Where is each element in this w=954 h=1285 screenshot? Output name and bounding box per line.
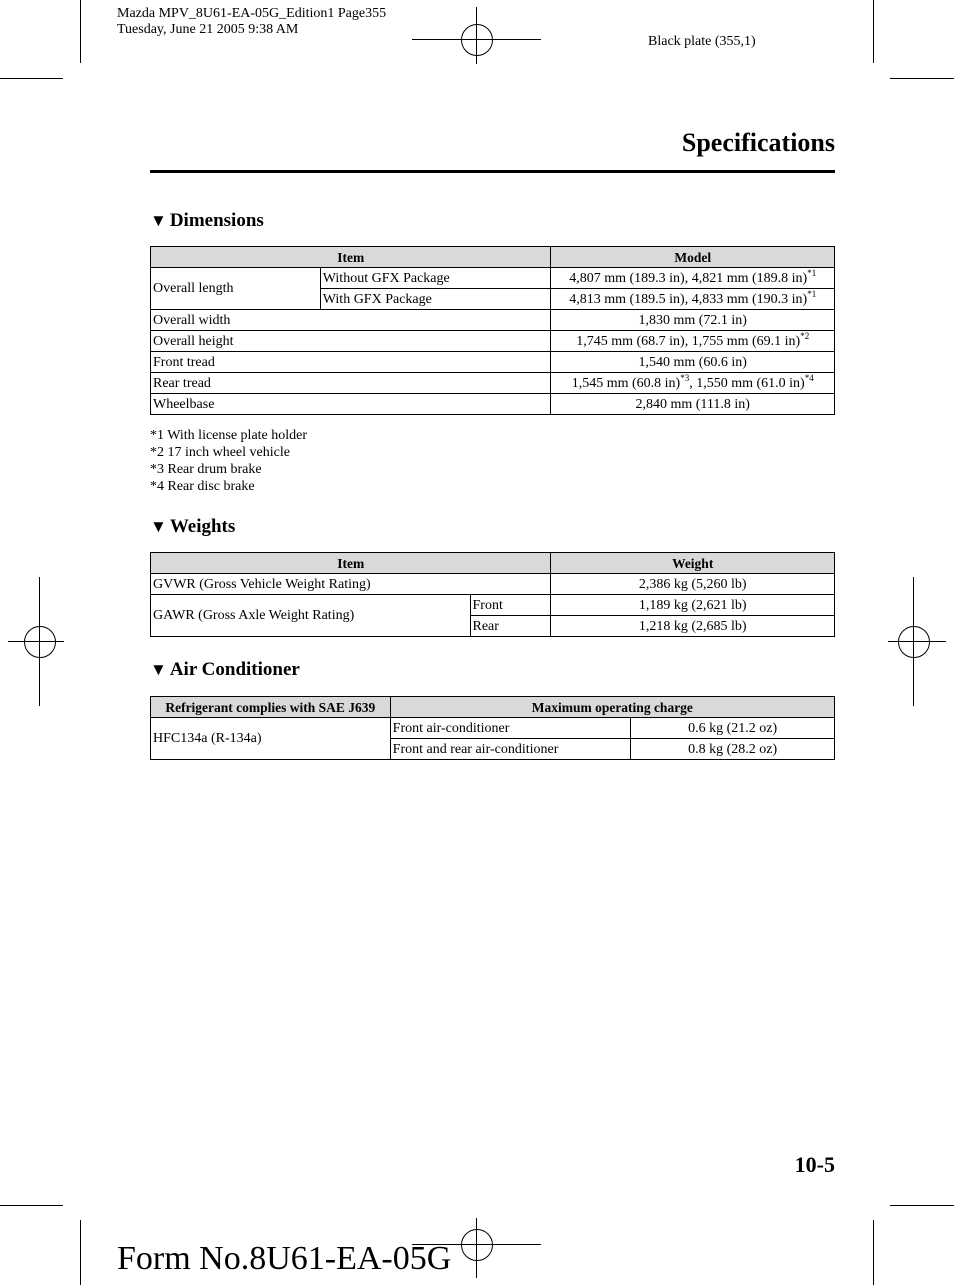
table-row	[151, 268, 835, 289]
row-label: Rear tread	[151, 373, 551, 394]
row-label: Front tread	[151, 352, 551, 373]
plate-label: Black plate (355,1)	[648, 34, 756, 49]
row-value: 0.8 kg (28.2 oz)	[631, 739, 835, 760]
row-sublabel: Front air-conditioner	[390, 718, 631, 739]
table-row	[151, 310, 835, 331]
table-row	[151, 331, 835, 352]
row-label: Overall length	[151, 268, 321, 310]
table-row	[151, 595, 835, 616]
row-label: Overall width	[151, 310, 551, 331]
row-value: 0.6 kg (21.2 oz)	[631, 718, 835, 739]
row-value: 2,840 mm (111.8 in)	[551, 394, 835, 415]
row-sublabel: Rear	[470, 616, 551, 637]
row-value: 2,386 kg (5,260 lb)	[551, 574, 835, 595]
col-item: Item	[151, 247, 551, 268]
table-row	[151, 574, 835, 595]
footnotes	[150, 427, 307, 495]
row-value: 1,745 mm (68.7 in), 1,755 mm (69.1 in)$^{*2}$	[551, 331, 835, 352]
row-label: Overall height	[151, 331, 551, 352]
col-item: Item	[151, 553, 551, 574]
row-value: 1,189 kg (2,621 lb)	[551, 595, 835, 616]
table-row	[151, 394, 835, 415]
col-weight: Weight	[551, 553, 835, 574]
row-value: 4,813 mm (189.5 in), 4,833 mm (190.3 in)$^{*1}$	[551, 289, 835, 310]
weights-table	[150, 552, 835, 637]
col-charge: Maximum operating charge	[390, 697, 834, 718]
page-title: Specifications	[681, 128, 835, 157]
air-conditioner-heading-text: Air Conditioner	[169, 659, 300, 680]
row-sublabel: Front and rear air-conditioner	[390, 739, 631, 760]
form-number: Form No.8U61-EA-05G	[117, 1240, 452, 1277]
row-value: 4,807 mm (189.3 in), 4,821 mm (189.8 in)$^{*1}$	[551, 268, 835, 289]
row-sublabel: Front	[470, 595, 551, 616]
print-metadata	[117, 6, 386, 38]
weights-heading-text: Weights	[169, 516, 236, 537]
row-label: Wheelbase	[151, 394, 551, 415]
table-row	[151, 718, 835, 739]
dimensions-heading	[150, 210, 264, 232]
title-rule	[150, 170, 835, 173]
footnote: *3 Rear drum brake	[150, 462, 262, 477]
footnote: *1 With license plate holder	[150, 428, 308, 443]
row-sublabel: Without GFX Package	[320, 268, 551, 289]
footnote: *4 Rear disc brake	[150, 479, 255, 494]
air-conditioner-table	[150, 696, 835, 760]
row-value: 1,830 mm (72.1 in)	[551, 310, 835, 331]
row-label: GVWR (Gross Vehicle Weight Rating)	[151, 574, 551, 595]
table-header-row	[151, 247, 835, 268]
footnote: *2 17 inch wheel vehicle	[150, 445, 290, 460]
weights-heading	[150, 516, 235, 538]
col-refrigerant: Refrigerant complies with SAE J639	[151, 697, 391, 718]
table-header-row	[151, 553, 835, 574]
dimensions-table	[150, 246, 835, 415]
air-conditioner-heading	[150, 659, 300, 681]
table-header-row	[151, 697, 835, 718]
triangle-down-icon: ▼	[150, 211, 167, 230]
print-metadata-line1: Mazda MPV_8U61-EA-05G_Edition1 Page355	[117, 6, 387, 21]
row-value: 1,545 mm (60.8 in)$^{*3}$, 1,550 mm (61.0 in)$^{*4}$	[551, 373, 835, 394]
row-sublabel: With GFX Package	[320, 289, 551, 310]
col-model: Model	[551, 247, 835, 268]
table-row	[151, 352, 835, 373]
page-number: 10-5	[794, 1152, 835, 1177]
triangle-down-icon: ▼	[150, 517, 167, 536]
row-label: HFC134a (R-134a)	[151, 718, 391, 760]
print-metadata-line2: Tuesday, June 21 2005 9:38 AM	[117, 22, 299, 37]
table-row	[151, 373, 835, 394]
row-label: GAWR (Gross Axle Weight Rating)	[151, 595, 471, 637]
dimensions-heading-text: Dimensions	[169, 210, 264, 231]
row-value: 1,218 kg (2,685 lb)	[551, 616, 835, 637]
triangle-down-icon: ▼	[150, 660, 167, 679]
row-value: 1,540 mm (60.6 in)	[551, 352, 835, 373]
